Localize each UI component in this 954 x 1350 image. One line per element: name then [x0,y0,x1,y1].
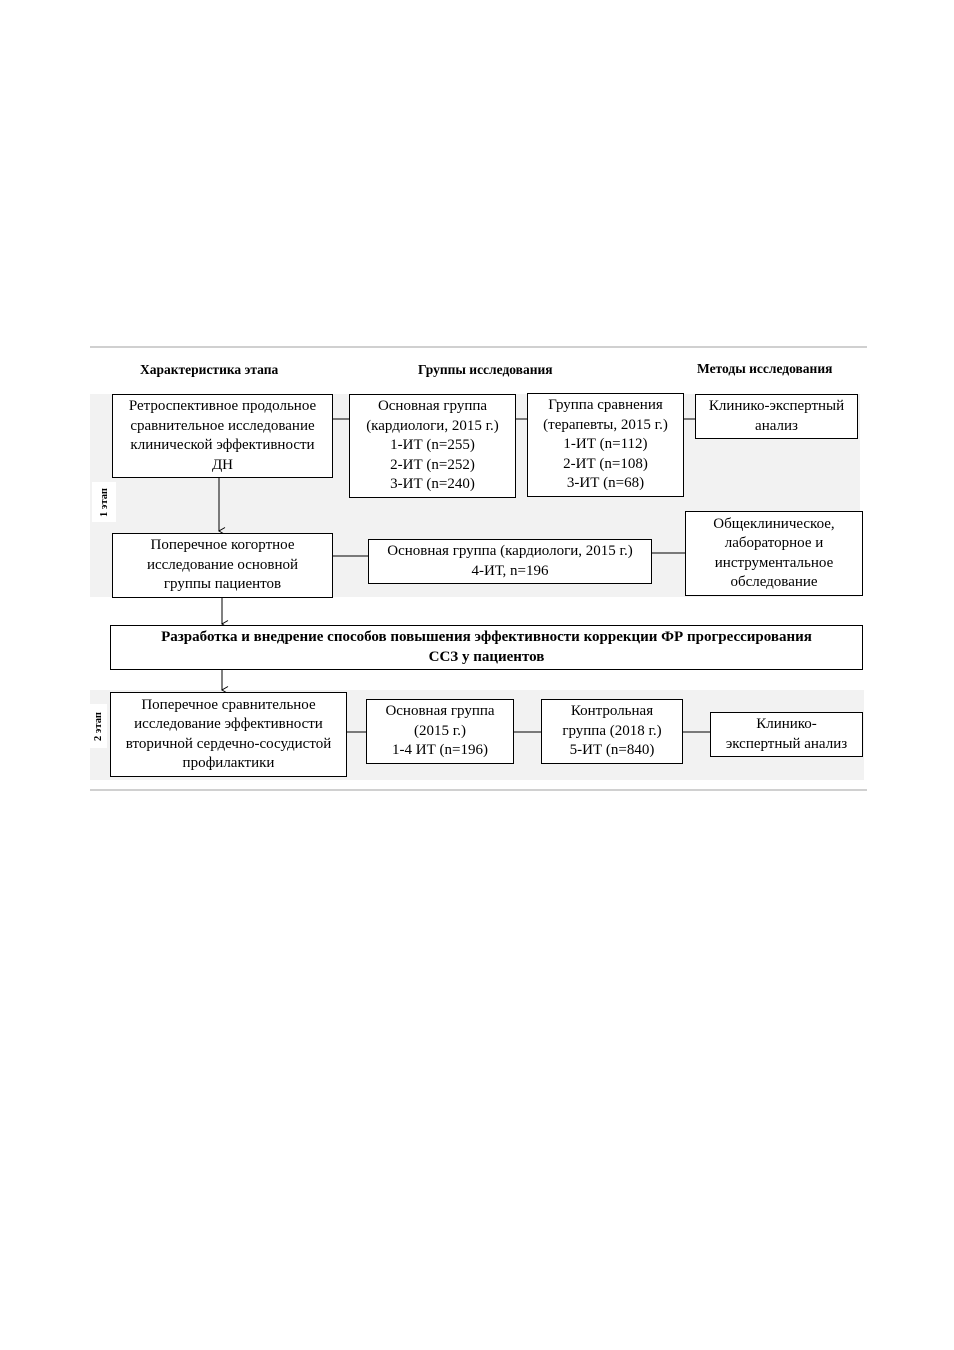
retrospective-study-box: Ретроспективное продольное сравнительное исследование клинической эффективности ДН [112,394,333,478]
comparison-group-box: Группа сравнения (терапевты, 2015 г.) 1-ИТ (n=112) 2-ИТ (n=108) 3-ИТ (n=68) [527,393,684,497]
cohort-study-box: Поперечное когортное исследование основной группы пациентов [112,533,333,598]
main-group-box: Основная группа (кардиологи, 2015 г.) 1-ИТ (n=255) 2-ИТ (n=252) 3-ИТ (n=240) [349,394,516,498]
header-stage-characteristic: Характеристика этапа [140,362,279,377]
clinical-expert-analysis-box: Клинико-экспертный анализ [695,394,858,439]
development-box: Разработка и внедрение способов повышения эффективности коррекции ФР прогрессирования ССЗ у пациентов [110,625,863,670]
general-clinical-exam-box: Общеклиническое, лабораторное и инструментальное обследование [685,511,863,596]
control-group-box: Контрольная группа (2018 г.) 5-ИТ (n=840) [541,699,683,764]
stage1-label: 1 этап [92,482,116,522]
header-study-methods: Методы исследования [697,361,833,376]
stage2-clinical-expert-analysis-box: Клинико- экспертный анализ [710,712,863,757]
header-study-groups: Группы исследования [418,362,553,377]
main-group-4it-box: Основная группа (кардиологи, 2015 г.) 4-ИТ, n=196 [368,539,652,584]
stage2-label: 2 этап [90,704,107,748]
cross-sectional-study-box: Поперечное сравнительное исследование эффективности вторичной сердечно-сосудистой профилактики [110,692,347,777]
stage2-main-group-box: Основная группа (2015 г.) 1-4 ИТ (n=196) [366,699,514,764]
